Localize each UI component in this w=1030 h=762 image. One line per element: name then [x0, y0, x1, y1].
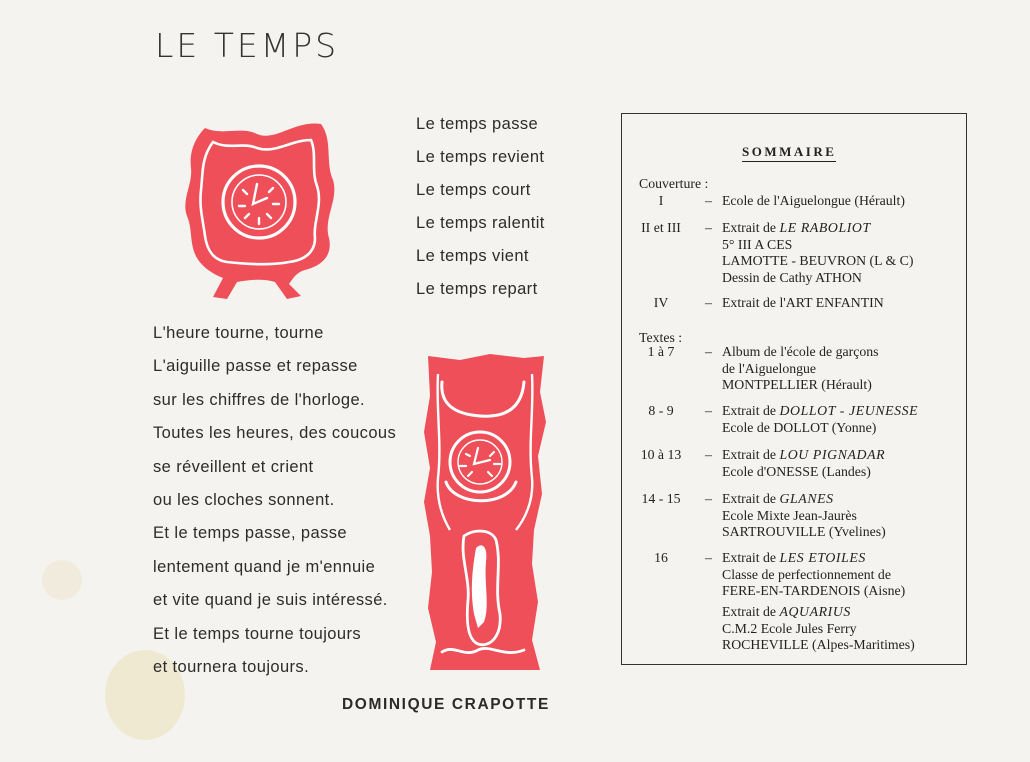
toc-entry-line: Ecole de DOLLOT (Yonne) [722, 419, 877, 435]
poem-line: Le temps revient [416, 148, 545, 166]
toc-entry-pages: 16 [654, 550, 668, 565]
poem-line: Le temps court [416, 181, 531, 199]
toc-entry-description [722, 447, 885, 480]
toc-entry-line: FERE-EN-TARDENOIS (Aisne) [722, 583, 906, 598]
toc-entry-dash: – [705, 193, 712, 208]
toc-entry-line: Dessin de Cathy ATHON [722, 269, 862, 285]
poem-line: et tournera toujours. [153, 657, 310, 676]
toc-entry-line [722, 447, 885, 464]
toc-section-label: Textes : [639, 330, 683, 345]
poem-line: se réveillent et crient [153, 457, 314, 476]
toc-entry-line [722, 604, 915, 621]
table-of-contents [621, 113, 967, 665]
page-title: LE TEMPS [155, 26, 340, 65]
toc-entry-dash: – [705, 344, 712, 359]
poem-refrain [416, 112, 545, 310]
toc-entry-line: LAMOTTE - BEUVRON (L & C) [722, 253, 914, 268]
poem-line: Et le temps passe, passe [153, 524, 347, 543]
toc-entry-dash: – [705, 550, 712, 565]
toc-magazine-title: LES ETOILES [779, 550, 866, 565]
grandfather-clock-linocut-illustration [420, 352, 548, 672]
poem-line: Le temps ralentit [416, 214, 545, 232]
toc-entry-description [722, 550, 905, 600]
toc-entry-line: Classe de perfectionnement de [722, 566, 891, 582]
toc-entry-description [722, 193, 905, 210]
toc-entry-dash: – [705, 403, 712, 418]
poem-line: lentement quand je m'ennuie [153, 557, 376, 576]
toc-entry-line [722, 403, 918, 420]
toc-entry-pages: 8 - 9 [648, 403, 674, 418]
toc-entry-pages: 10 à 13 [640, 447, 682, 462]
toc-magazine-title: GLANES [779, 491, 834, 506]
poem-line: Le temps repart [416, 280, 538, 298]
toc-entry-line: Ecole de l'Aiguelongue (Hérault) [722, 193, 905, 208]
paper-stain [42, 560, 82, 600]
toc-entry-prefix: Extrait de [722, 220, 780, 235]
toc-entry-dash: – [705, 491, 712, 506]
poem-line: Toutes les heures, des coucous [153, 424, 397, 443]
toc-entry-line [722, 220, 913, 237]
poem-line: ou les cloches sonnent. [153, 490, 335, 509]
poem-line: Le temps passe [416, 115, 539, 133]
poem-line: sur les chiffres de l'horloge. [153, 390, 366, 409]
toc-entry-dash: – [705, 220, 712, 235]
toc-magazine-title: DOLLOT - JEUNESSE [779, 403, 919, 418]
toc-entry-prefix: Extrait de [722, 403, 780, 418]
poem-line: Le temps vient [416, 247, 529, 265]
poem-line: L'aiguille passe et repasse [153, 357, 358, 376]
toc-entry-prefix: Extrait de [722, 447, 780, 462]
toc-entry-description [722, 220, 913, 286]
toc-entry-prefix: Extrait de [722, 550, 780, 565]
toc-entry-line [722, 550, 905, 567]
poem-line: L'heure tourne, tourne [153, 324, 324, 342]
toc-entry-description [722, 403, 918, 436]
toc-entry-line: Album de l'école de garçons [722, 344, 879, 359]
toc-entry-line: MONTPELLIER (Hérault) [722, 377, 872, 392]
toc-entry-prefix: Extrait de [722, 604, 780, 619]
toc-entry-description [722, 604, 915, 654]
toc-magazine-title: LOU PIGNADAR [779, 447, 886, 462]
toc-entry-description [722, 344, 879, 394]
toc-entry-pages: IV [653, 295, 669, 310]
toc-entry-line: Extrait de l'ART ENFANTIN [722, 295, 884, 310]
toc-entry-dash: – [705, 447, 712, 462]
toc-entry-pages: 14 - 15 [641, 491, 681, 506]
toc-magazine-title: LE RABOLIOT [779, 220, 871, 235]
toc-magazine-title: AQUARIUS [779, 604, 851, 619]
toc-entry-line [722, 491, 886, 508]
toc-entry-line: ROCHEVILLE (Alpes-Maritimes) [722, 637, 915, 652]
toc-entry-line: SARTROUVILLE (Yvelines) [722, 524, 886, 539]
toc-entry-line: de l'Aiguelongue [722, 360, 817, 376]
clock-linocut-illustration [183, 118, 335, 300]
toc-entry-line: 5° III A CES [722, 236, 793, 252]
toc-section-label: Couverture : [639, 176, 709, 191]
toc-entry-pages: 1 à 7 [647, 344, 675, 359]
toc-entry-description [722, 491, 886, 541]
toc-entry-description [722, 295, 884, 312]
toc-entry-dash: – [705, 295, 712, 310]
toc-title: SOMMAIRE [742, 144, 836, 162]
poem-line: et vite quand je suis intéressé. [153, 591, 388, 610]
toc-entry-pages: I [658, 193, 664, 208]
author-signature: DOMINIQUE CRAPOTTE [342, 696, 550, 713]
toc-entry-line: Ecole Mixte Jean-Jaurès [722, 507, 857, 523]
toc-entry-line: Ecole d'ONESSE (Landes) [722, 463, 871, 479]
toc-entry-prefix: Extrait de [722, 491, 780, 506]
poem-body [153, 321, 396, 688]
toc-entry-line: C.M.2 Ecole Jules Ferry [722, 620, 857, 636]
toc-entry-pages: II et III [641, 220, 681, 235]
poem-line: Et le temps tourne toujours [153, 624, 361, 643]
